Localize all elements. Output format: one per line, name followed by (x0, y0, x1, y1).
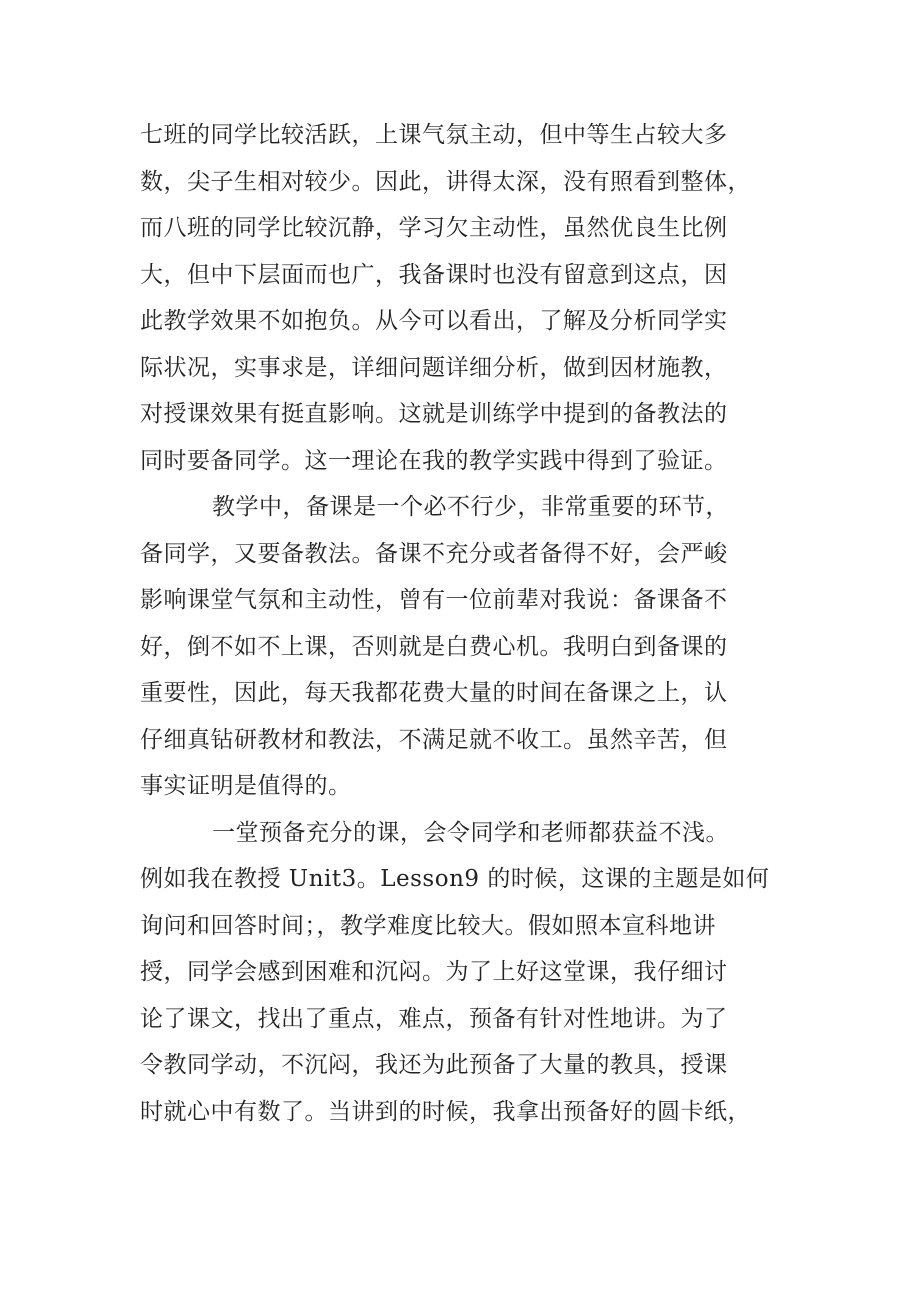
text-line: 好，倒不如不上课，否则就是白费心机。我明白到备课的 (140, 633, 728, 660)
text-line: 际状况，实事求是，详细问题详细分析，做到因材施教， (140, 354, 728, 381)
text-line: 教学中，备课是一个必不行少，非常重要的环节， (212, 494, 729, 520)
text-line: 时就心中有数了。当讲到的时候，我拿出预备好的圆卡纸， (140, 1098, 751, 1125)
text-line: 授，同学会感到困难和沉闷。为了上好这堂课，我仔细讨 (140, 959, 728, 985)
text-line: 数，尖子生相对较少。因此，讲得太深，没有照看到整体， (140, 168, 751, 195)
text-line: 对授课效果有挺直影响。这就是训练学中提到的备教法的 (140, 401, 728, 427)
text-line: 重要性，因此，每天我都花费大量的时间在备课之上，认 (140, 680, 728, 706)
text-line: 而八班的同学比较沉静，学习欠主动性，虽然优良生比例 (140, 215, 728, 241)
text-line: 询问和回答时间；，教学难度比较大。假如照本宣科地讲 (140, 912, 716, 939)
text-line: 七班的同学比较活跃，上课气氛主动，但中等生占较大多 (140, 122, 728, 148)
text-line: 例如我在教授 Unit3。Lesson9 的时候，这课的主题是如何 (140, 866, 770, 892)
text-line: 令教同学动，不沉闷，我还为此预备了大量的教具，授课 (140, 1052, 728, 1078)
text-line: 事实证明是值得的。 (140, 773, 352, 799)
text-line: 同时要备同学。这一理论在我的教学实践中得到了验证。 (140, 447, 728, 474)
text-line: 备同学，又要备教法。备课不充分或者备得不好，会严峻 (140, 540, 728, 567)
text-line: 一堂预备充分的课，会令同学和老师都获益不浅。 (212, 819, 729, 846)
text-line: 仔细真钻研教材和教法，不满足就不收工。虽然辛苦，但 (140, 726, 728, 753)
text-line: 论了课文，找出了重点，难点，预备有针对性地讲。为了 (140, 1005, 728, 1032)
text-line: 影响课堂气氛和主动性，曾有一位前辈对我说：备课备不 (140, 587, 728, 613)
text-line: 此教学效果不如抱负。从今可以看出，了解及分析同学实 (140, 308, 728, 334)
body-text (140, 112, 780, 1135)
text-line: 大，但中下层面而也广，我备课时也没有留意到这点，因 (140, 261, 728, 288)
